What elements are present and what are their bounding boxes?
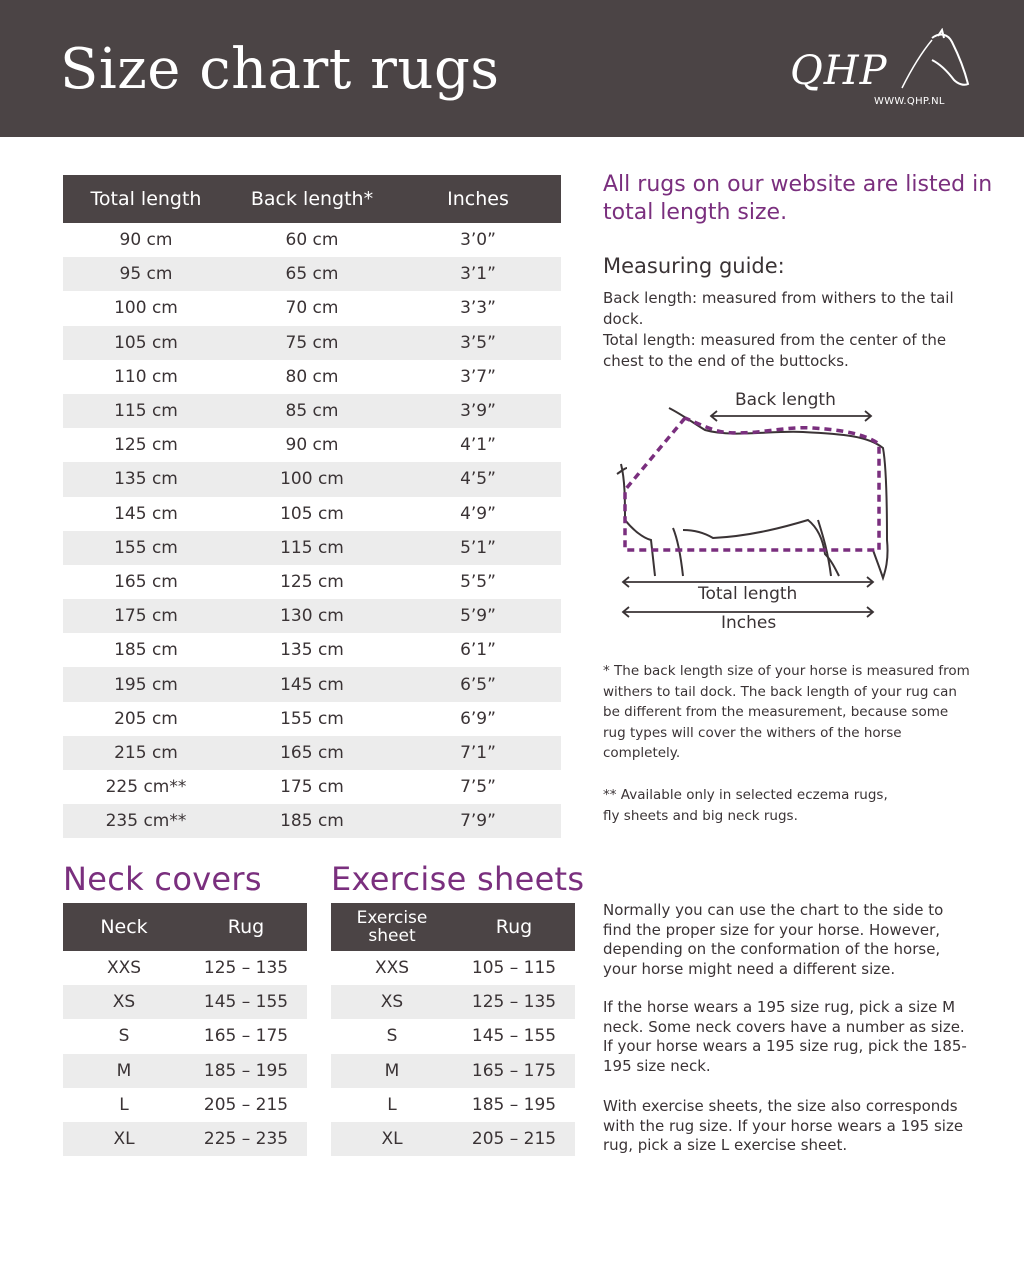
table-cell: 100 cm (114, 298, 178, 319)
table-cell: 145 cm (229, 667, 395, 701)
page-title: Size chart rugs (60, 37, 500, 102)
table-row (63, 326, 561, 360)
table-cell: 75 cm (229, 326, 395, 360)
table-cell: 80 cm (285, 366, 339, 387)
table-row (63, 394, 561, 428)
table-cell: 205 – 215 (453, 1122, 575, 1156)
rug-size-table (63, 175, 561, 838)
table-cell: 5’1” (395, 531, 561, 565)
back-length-label: Back length (735, 390, 836, 410)
table-cell: 145 cm (114, 503, 178, 524)
table-row (63, 951, 307, 985)
table-cell: 4’9” (460, 503, 496, 524)
paragraph-chart-usage: Normally you can use the chart to the side to find the proper size for your horse. However, depending on the conformation of the horse, your horse might need a different size. (603, 901, 944, 978)
neck-covers-table (63, 903, 307, 1156)
logo-text: QHP (790, 48, 888, 94)
horse-measuring-diagram (603, 390, 903, 640)
table-cell: 130 cm (229, 599, 395, 633)
table-cell: 3’0” (460, 230, 496, 251)
table-cell: XS (63, 985, 185, 1019)
table-row (331, 985, 575, 1019)
table-cell: 165 cm (114, 571, 178, 592)
inches-label: Inches (721, 613, 777, 633)
table-cell: 70 cm (285, 298, 339, 319)
table-cell: 3’7” (460, 366, 496, 387)
table-row (63, 462, 561, 496)
header-inches: Inches (395, 175, 561, 223)
table-row (63, 223, 561, 257)
table-row (63, 985, 307, 1019)
table-row (63, 702, 561, 736)
table-cell: L (119, 1094, 129, 1115)
table-row (331, 1088, 575, 1122)
table-cell: 7’9” (395, 804, 561, 838)
table-row (63, 1054, 307, 1088)
paragraph-exercise-size: With exercise sheets, the size also corresponds with the rug size. If your horse wears a 195 size rug, pick a size L exercise sheet. (603, 1097, 964, 1154)
table-cell: 165 cm (229, 736, 395, 770)
table-cell: 105 cm (63, 326, 229, 360)
table-cell: 125 cm (280, 571, 344, 592)
table-cell: 135 cm (63, 462, 229, 496)
table-cell: 65 cm (229, 257, 395, 291)
table-cell: 115 cm (229, 531, 395, 565)
table-row (331, 1054, 575, 1088)
table-cell: 145 – 155 (185, 985, 307, 1019)
table-cell: 125 cm (114, 435, 178, 456)
table-row (63, 599, 561, 633)
table-cell: XXS (106, 958, 142, 979)
table-cell: 85 cm (229, 394, 395, 428)
table-cell: 3’5” (395, 326, 561, 360)
table-header-row (63, 175, 561, 223)
table-cell: 195 cm (63, 667, 229, 701)
table-cell: 6’9” (460, 708, 496, 729)
table-header-row (63, 903, 307, 951)
table-cell: 135 cm (280, 640, 344, 661)
table-cell: 165 – 175 (453, 1054, 575, 1088)
table-cell: XL (331, 1122, 453, 1156)
table-cell: 185 – 195 (471, 1094, 557, 1115)
table-cell: M (331, 1054, 453, 1088)
table-cell: 60 cm (285, 230, 339, 251)
table-cell: 3’3” (460, 298, 496, 319)
neck-covers-title: Neck covers (63, 860, 262, 898)
page-header (0, 0, 1024, 137)
table-cell: 145 – 155 (471, 1026, 557, 1047)
table-cell: S (386, 1026, 398, 1047)
table-cell: 155 cm (280, 708, 344, 729)
table-row (63, 531, 561, 565)
table-cell: 100 cm (229, 462, 395, 496)
table-cell: 185 cm (229, 804, 395, 838)
table-row (63, 1088, 307, 1122)
table-cell: 4’5” (395, 462, 561, 496)
table-cell: 90 cm (119, 230, 173, 251)
guide-total-length: Total length: measured from the center of the chest to the end of the buttocks. (603, 331, 947, 370)
table-cell: S (118, 1026, 130, 1047)
table-cell: XL (63, 1122, 185, 1156)
exercise-sheets-title: Exercise sheets (331, 860, 585, 898)
table-cell: XS (331, 985, 453, 1019)
table-cell: 225 – 235 (185, 1122, 307, 1156)
table-cell: 105 – 115 (471, 958, 557, 979)
table-cell: 175 cm (63, 599, 229, 633)
table-row (63, 770, 561, 804)
table-cell: L (387, 1094, 397, 1115)
table-row (63, 291, 561, 325)
table-cell: 205 cm (114, 708, 178, 729)
table-row (63, 257, 561, 291)
table-row (63, 1122, 307, 1156)
table-row (63, 1019, 307, 1053)
logo-url: WWW.QHP.NL (874, 96, 945, 107)
table-cell: 235 cm** (63, 804, 229, 838)
table-cell: 165 – 175 (203, 1026, 289, 1047)
table-cell: 4’1” (460, 435, 496, 456)
header-rug: Rug (453, 903, 575, 951)
table-row (63, 428, 561, 462)
table-row (63, 565, 561, 599)
table-cell: 185 cm (114, 640, 178, 661)
table-cell: 90 cm (285, 435, 339, 456)
table-cell: 3’9” (395, 394, 561, 428)
table-cell: M (63, 1054, 185, 1088)
table-row (63, 633, 561, 667)
header-back-length: Back length* (229, 175, 395, 223)
table-cell: 7’1” (395, 736, 561, 770)
table-cell: 6’1” (460, 640, 496, 661)
table-cell: 110 cm (114, 366, 178, 387)
total-length-label: Total length (698, 584, 798, 604)
guide-back-length: Back length: measured from withers to the tail dock. (603, 289, 954, 328)
table-cell: 215 cm (63, 736, 229, 770)
table-cell: 5’9” (395, 599, 561, 633)
header-exercise-sheet: Exercise sheet (331, 903, 453, 951)
footnote-back-length: * The back length size of your horse is measured from withers to tail dock. The back length of your rug can be different from the measurement, because some rug types will cover the withers of the horse completely. (603, 663, 970, 761)
table-cell: 155 cm (63, 531, 229, 565)
table-row (63, 804, 561, 838)
table-cell: 7’5” (460, 777, 496, 798)
paragraph-neck-size: If the horse wears a 195 size rug, pick a size M neck. Some neck covers have a number as size. If your horse wears a 195 size rug, pick the 185-195 size neck. (603, 998, 967, 1075)
table-row (63, 360, 561, 394)
highlight-note: All rugs on our website are listed in total length size. (603, 172, 993, 225)
qhp-logo (782, 28, 972, 118)
table-cell: 175 cm (280, 777, 344, 798)
table-cell: 115 cm (63, 394, 229, 428)
table-cell: 95 cm (63, 257, 229, 291)
table-row (331, 1019, 575, 1053)
table-cell: 6’5” (395, 667, 561, 701)
header-neck: Neck (63, 903, 185, 951)
measuring-guide-title: Measuring guide: (603, 254, 785, 278)
table-row (63, 667, 561, 701)
exercise-sheets-table (331, 903, 575, 1156)
table-cell: 185 – 195 (185, 1054, 307, 1088)
table-cell: 3’1” (395, 257, 561, 291)
table-row (331, 951, 575, 985)
header-rug: Rug (185, 903, 307, 951)
header-total-length: Total length (63, 175, 229, 223)
table-cell: 105 cm (280, 503, 344, 524)
table-cell: 5’5” (460, 571, 496, 592)
table-cell: XXS (374, 958, 410, 979)
table-cell: 125 – 135 (453, 985, 575, 1019)
table-cell: 205 – 215 (203, 1094, 289, 1115)
table-cell: 225 cm** (105, 777, 187, 798)
table-row (331, 1122, 575, 1156)
measuring-guide-text (603, 288, 973, 372)
table-header-row (331, 903, 575, 951)
table-cell: 125 – 135 (203, 958, 289, 979)
footnote-availability: ** Available only in selected eczema rugs, fly sheets and big neck rugs. (603, 787, 888, 824)
table-row (63, 497, 561, 531)
table-row (63, 736, 561, 770)
